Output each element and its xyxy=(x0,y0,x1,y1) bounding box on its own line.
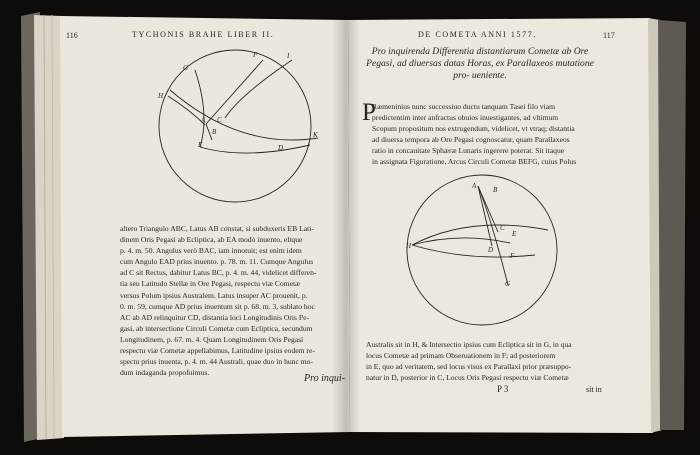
right-label-d: D xyxy=(488,246,494,254)
left-body-line: 0. m. 59, cumque AD prius inuentum sit p. 68. m. 3, sublato hoc xyxy=(120,301,315,311)
left-label-k: K xyxy=(313,131,318,139)
left-body-line: spectu prius inuenta, p. 4. m. 44 Australi, quae duo in hunc mo- xyxy=(120,357,313,367)
left-body-line: cum Angulo EAD prius inuento. p. 78. m. 11. Cumque Angulus xyxy=(120,257,314,267)
right-top-line: ratio in concauitate Sphæræ Lunaris ingerere poterat. Sit itaque xyxy=(372,146,565,156)
left-label-c: C xyxy=(217,116,222,124)
left-label-g: G xyxy=(183,64,189,72)
left-folio: 116 xyxy=(66,31,78,40)
right-label-e: E xyxy=(512,230,517,238)
left-label-b: B xyxy=(212,128,217,136)
left-body-line: Longitudinem, p. 67. m. 4. Quam Longitudinem Oris Pegasi xyxy=(120,334,304,344)
left-label-h: H xyxy=(158,92,164,100)
left-label-i: I xyxy=(287,52,290,60)
left-body-line: dinem Oris Pegasi ab Ecliptica, ab EA modò inuento, eltque xyxy=(120,235,303,245)
right-signature-mark: P 3 xyxy=(497,384,509,394)
right-bottom-line: locus Cometæ ad primam Obseruationem in F; ad posteriorem xyxy=(366,351,556,361)
left-body-line: respectu viæ Cometæ appellabimus, Latitudine ipsius eodem re- xyxy=(120,346,315,356)
right-label-b: B xyxy=(493,186,498,194)
left-label-a: A xyxy=(201,116,206,124)
right-top-line: Ræmeninius nunc successiuo ductu tanquam Tasei filo viam xyxy=(372,102,556,111)
right-catchword: sit in xyxy=(586,385,602,394)
left-body-line: altero Triangulo ABC, Latus AB constat, si subduxeris EB Lati- xyxy=(120,224,314,233)
right-folio: 117 xyxy=(603,31,615,40)
right-drop-cap: P xyxy=(362,99,376,126)
left-body-line: tia seu Latitudo Stellæ in Ore Pegasi, respectu viæ Cometæ xyxy=(120,279,301,289)
right-label-g: G xyxy=(505,280,511,288)
right-top-line: predictentim inter anfractus obuios inuestigantes, ad vltimum xyxy=(372,113,559,123)
left-running-head: TYCHONIS BRAHE LIBER II. xyxy=(132,30,275,39)
right-bottom-line: natur in D, posterior in C, Locus Oris Pegasi respectu viæ Cometæ xyxy=(366,373,569,383)
left-label-d: D xyxy=(278,144,284,152)
left-body-line: versus Polum ipsius Australem. Latus insuper AC prouenit, p. xyxy=(120,290,308,300)
right-label-f: F xyxy=(510,252,515,260)
right-label-c: C xyxy=(500,224,505,232)
right-bottom-line: Australis sit in H, & Intersectio ipsius cum Ecliptica sit in G, in qua xyxy=(366,340,572,349)
left-label-e: E xyxy=(198,141,203,149)
right-running-head: DE COMETA ANNI 1577. xyxy=(418,30,537,39)
left-label-f: F xyxy=(253,51,258,59)
right-top-line: ad diuersa tempora ab Ore Pegasi cognoscatur, quam Parallaxeos xyxy=(372,135,570,145)
right-label-a: A xyxy=(472,182,477,190)
right-top-line: Scopum propositum nos extrugendum, videlicet, vt vtraq; distantia xyxy=(372,124,575,134)
left-body-line: gasi, ab intersectione Circuli Cometæ cum Ecliptica, secundum xyxy=(120,323,313,333)
right-bottom-line: in E, quo ad veritatem, sed locus visus ex Parallaxi prior præsuppo- xyxy=(366,362,572,372)
right-chapter-title: Pro inquirenda Differentia distantiarum Cometæ ab Ore Pegasi, ad diuersas datas Horas, ex Parallaxeos mutatione pro- ueniente. xyxy=(366,46,594,81)
left-body-line: p. 4. m. 50. Angulus verò BAC, iam innotuit; est enim idem xyxy=(120,246,302,256)
left-body-line: AC ab AD relinquitur CD, distantia loci Longitudinis Oris Pe- xyxy=(120,312,309,322)
right-bottom-text xyxy=(366,339,612,383)
right-label-h: H xyxy=(406,242,412,250)
left-catchword: Pro inqui- xyxy=(304,373,346,384)
right-top-line: in assignata Figuratione, Arcus Circuli Cometæ BEFG, cuius Polus xyxy=(372,157,577,167)
left-body-line: ad C sit Rectus, dabitur Latus BC, p. 4. m. 44, videlicet differen- xyxy=(120,268,317,278)
left-body-line: dum indaganda propofuimus. xyxy=(120,368,210,378)
